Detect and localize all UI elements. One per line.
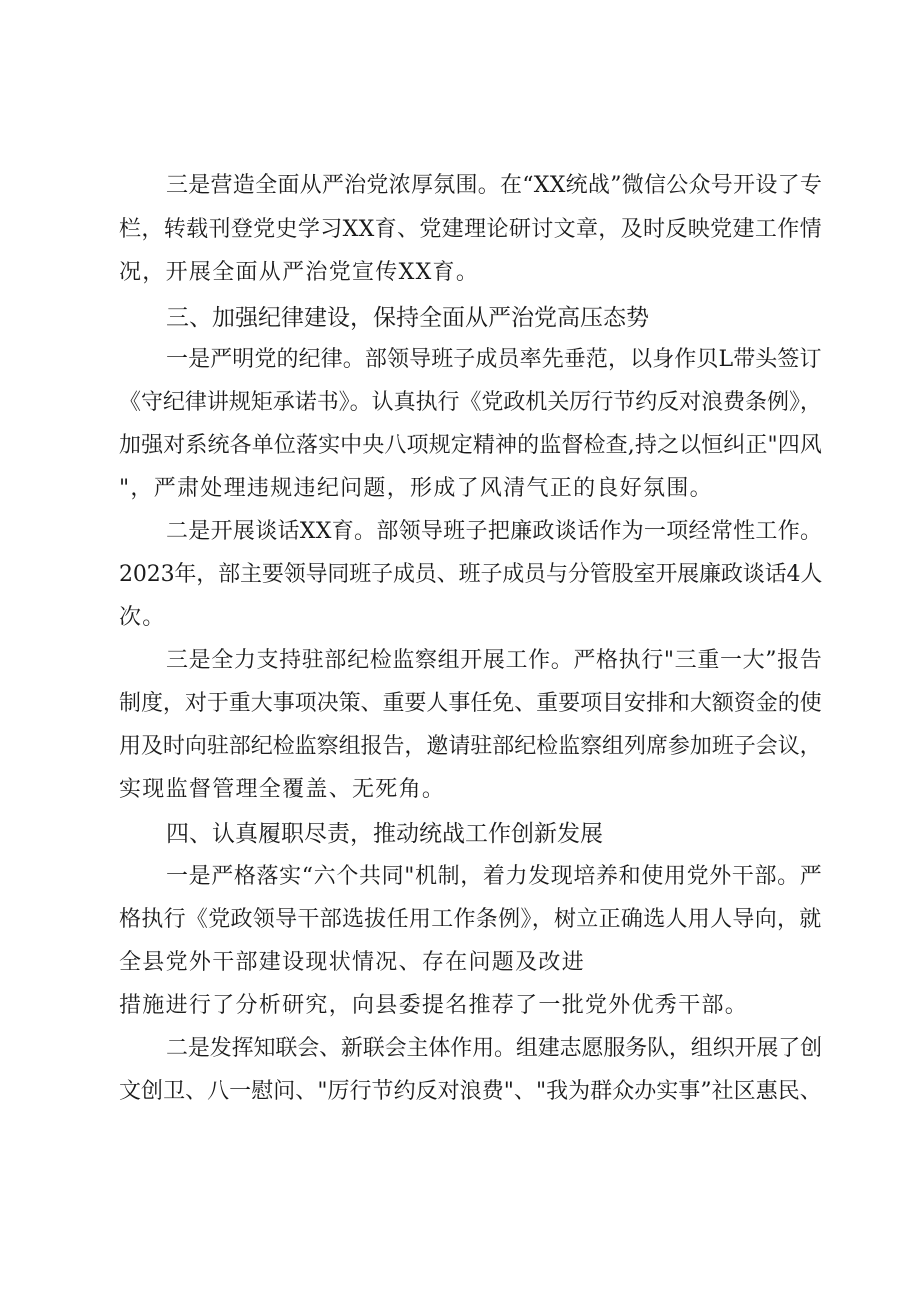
section-heading: 三、加强纪律建设，保持全面从严治党高压态势	[166, 305, 649, 331]
paragraph-line: 况，开展全面从严治党宣传XX育。	[119, 260, 480, 285]
paragraph-line: 《守纪律讲规矩承诺书》。认真执行《党政机关厉行节约反对浪费条例》，	[119, 390, 822, 415]
paragraph-line: 2023年，部主要领导同班子成员、班子成员与分管股室开展廉政谈话4人	[119, 562, 823, 587]
paragraph-line: 加强对系统各单位落实中央八项规定精神的监督检查,持之以恒纠正"四风	[119, 433, 823, 458]
paragraph-line: 实现监督管理全覆盖、无死角。	[119, 777, 446, 802]
paragraph-line: 措施进行了分析研究，向县委提名推荐了一批党外优秀干部。	[119, 993, 749, 1018]
section-heading: 四、认真履职尽责，推动统战工作创新发展	[166, 821, 603, 847]
paragraph-line: 栏，转载刊登党史学习XX育、党建理论研讨文章，及时反映党建工作情	[119, 217, 822, 242]
paragraph-line: 全县党外干部建设现状情况、存在问题及改进	[119, 950, 586, 975]
paragraph-line: 二是发挥知联会、新联会主体作用。组建志愿服务队，组织开展了创	[166, 1036, 823, 1061]
paragraph-line: 二是开展谈话XX育。部领导班子把廉政谈话作为一项经常性工作。	[166, 519, 823, 544]
paragraph-line: 用及时向驻部纪检监察组报告，邀请驻部纪检监察组列席参加班子会议，	[119, 734, 822, 759]
paragraph-line: 一是严明党的纪律。部领导班子成员率先垂范，以身作贝L带头签订	[166, 347, 822, 372]
paragraph-line: 次。	[119, 605, 166, 630]
paragraph-line: 三是全力支持驻部纪检监察组开展工作。严格执行"三重一大”报告	[166, 648, 823, 673]
paragraph-line: 制度，对于重大事项决策、重要人事任免、重要项目安排和大额资金的使	[119, 691, 822, 716]
paragraph-line: 文创卫、八一慰问、"厉行节约反对浪费"、"我为群众办实事”社区惠民、	[119, 1079, 822, 1104]
paragraph-line: 一是严格落实“六个共同"机制，着力发现培养和使用党外干部。严	[166, 864, 823, 889]
paragraph-line: "，严肃处理违规违纪问题，形成了风清气正的良好氛围。	[119, 476, 713, 501]
paragraph-line: 三是营造全面从严治党浓厚氛围。在“XX统战”微信公众号开设了专	[166, 173, 823, 198]
paragraph-line: 格执行《党政领导干部选拔任用工作条例》，树立正确选人用人导向，就	[119, 907, 822, 932]
